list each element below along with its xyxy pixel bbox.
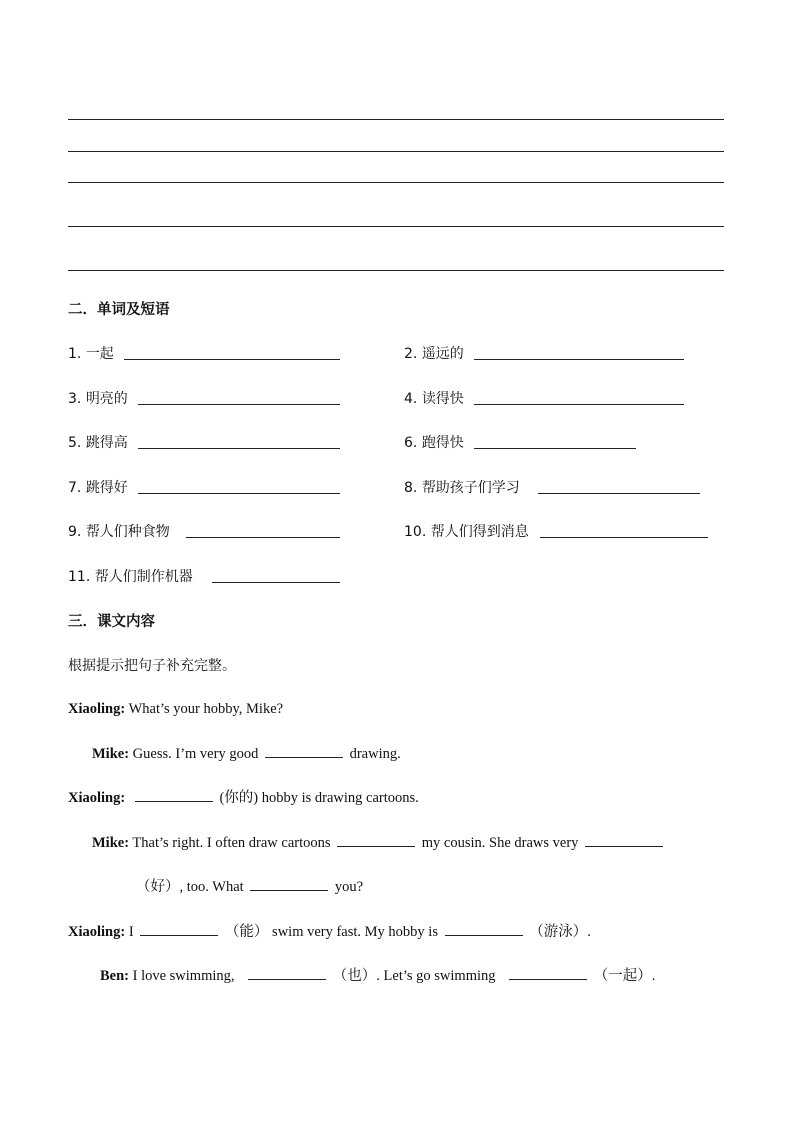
speaker: Mike:: [92, 746, 130, 762]
item-prompt: 一起: [85, 346, 114, 362]
item-number: 2.: [404, 346, 418, 362]
dialogue-line: [92, 834, 666, 852]
answer-blank[interactable]: [474, 448, 636, 449]
item-prompt: 跳得好: [85, 480, 128, 496]
answer-blank[interactable]: [138, 493, 340, 494]
answer-blank[interactable]: [265, 745, 343, 758]
answer-blank[interactable]: [140, 923, 218, 936]
speaker: Mike:: [92, 835, 130, 851]
dialogue-text: That’s right. I often draw cartoons: [132, 835, 331, 851]
vocab-item: [404, 388, 464, 408]
dialogue-line: [136, 878, 363, 896]
answer-blank[interactable]: [186, 537, 340, 538]
dialogue-line: [100, 967, 655, 985]
item-number: 8.: [404, 480, 418, 496]
answer-blank[interactable]: [138, 448, 340, 449]
vocab-item: [68, 521, 170, 541]
speaker: Xiaoling:: [68, 701, 126, 717]
answer-blank[interactable]: [509, 967, 587, 980]
item-prompt: 帮人们得到消息: [430, 524, 529, 540]
instruction-text: 根据提示把句子补充完整。: [68, 658, 236, 674]
item-number: 3.: [68, 391, 82, 407]
dialogue-text: drawing.: [349, 746, 401, 762]
dialogue-text: (你的) hobby is drawing cartoons.: [219, 790, 419, 806]
answer-blank[interactable]: [445, 923, 523, 936]
dialogue-text: （好）, too. What: [136, 879, 244, 895]
vocab-item: [68, 566, 193, 586]
dialogue-text: my cousin. She draws very: [421, 835, 579, 851]
dialogue-line: [68, 700, 283, 718]
dialogue-text: （一起）.: [593, 968, 656, 984]
item-prompt: 读得快: [421, 391, 464, 407]
speaker: Ben:: [100, 968, 129, 984]
vocab-item: [404, 521, 529, 541]
dialogue-text: I: [128, 924, 134, 940]
vocab-item: [68, 432, 128, 452]
dialogue-line: [68, 923, 591, 941]
item-number: 5.: [68, 435, 82, 451]
speaker: Xiaoling:: [68, 924, 126, 940]
dialogue-text: （游泳）.: [529, 924, 591, 940]
item-prompt: 帮人们制作机器: [94, 569, 193, 585]
answer-blank[interactable]: [138, 404, 340, 405]
dialogue-line: [68, 789, 419, 807]
answer-line[interactable]: [68, 270, 724, 271]
vocab-item: [404, 477, 520, 497]
item-prompt: 帮人们种食物: [85, 524, 170, 540]
item-prompt: 跳得高: [85, 435, 128, 451]
vocab-item: [68, 343, 114, 363]
section-heading: 二．单词及短语: [68, 302, 170, 318]
answer-line[interactable]: [68, 119, 724, 120]
dialogue-text: What’s your hobby, Mike?: [128, 701, 284, 717]
section-heading: 三．课文内容: [68, 614, 155, 630]
answer-blank[interactable]: [540, 537, 708, 538]
answer-line[interactable]: [68, 182, 724, 183]
dialogue-text: （能） swim very fast. My hobby is: [224, 924, 438, 940]
answer-blank[interactable]: [538, 493, 700, 494]
answer-blank[interactable]: [212, 582, 340, 583]
item-number: 4.: [404, 391, 418, 407]
item-prompt: 遥远的: [421, 346, 464, 362]
answer-blank[interactable]: [474, 404, 684, 405]
speaker: Xiaoling:: [68, 790, 126, 806]
vocab-item: [404, 432, 464, 452]
item-prompt: 跑得快: [421, 435, 464, 451]
item-prompt: 明亮的: [85, 391, 128, 407]
answer-blank[interactable]: [124, 359, 340, 360]
answer-blank[interactable]: [248, 967, 326, 980]
answer-blank[interactable]: [135, 789, 213, 802]
item-number: 9.: [68, 524, 82, 540]
answer-line[interactable]: [68, 226, 724, 227]
vocab-item: [68, 477, 128, 497]
item-number: 10.: [404, 524, 427, 540]
dialogue-text: Guess. I’m very good: [132, 746, 259, 762]
answer-blank[interactable]: [250, 878, 328, 891]
item-number: 6.: [404, 435, 418, 451]
answer-blank[interactable]: [337, 834, 415, 847]
dialogue-text: （也）. Let’s go swimming: [332, 968, 496, 984]
answer-blank[interactable]: [585, 834, 663, 847]
dialogue-text: you?: [334, 879, 364, 895]
vocab-item: [68, 388, 128, 408]
item-number: 1.: [68, 346, 82, 362]
dialogue-text: I love swimming,: [132, 968, 235, 984]
item-number: 7.: [68, 480, 82, 496]
answer-blank[interactable]: [474, 359, 684, 360]
item-prompt: 帮助孩子们学习: [421, 480, 520, 496]
answer-line[interactable]: [68, 151, 724, 152]
vocab-item: [404, 343, 464, 363]
item-number: 11.: [68, 569, 91, 585]
dialogue-line: [92, 745, 401, 763]
